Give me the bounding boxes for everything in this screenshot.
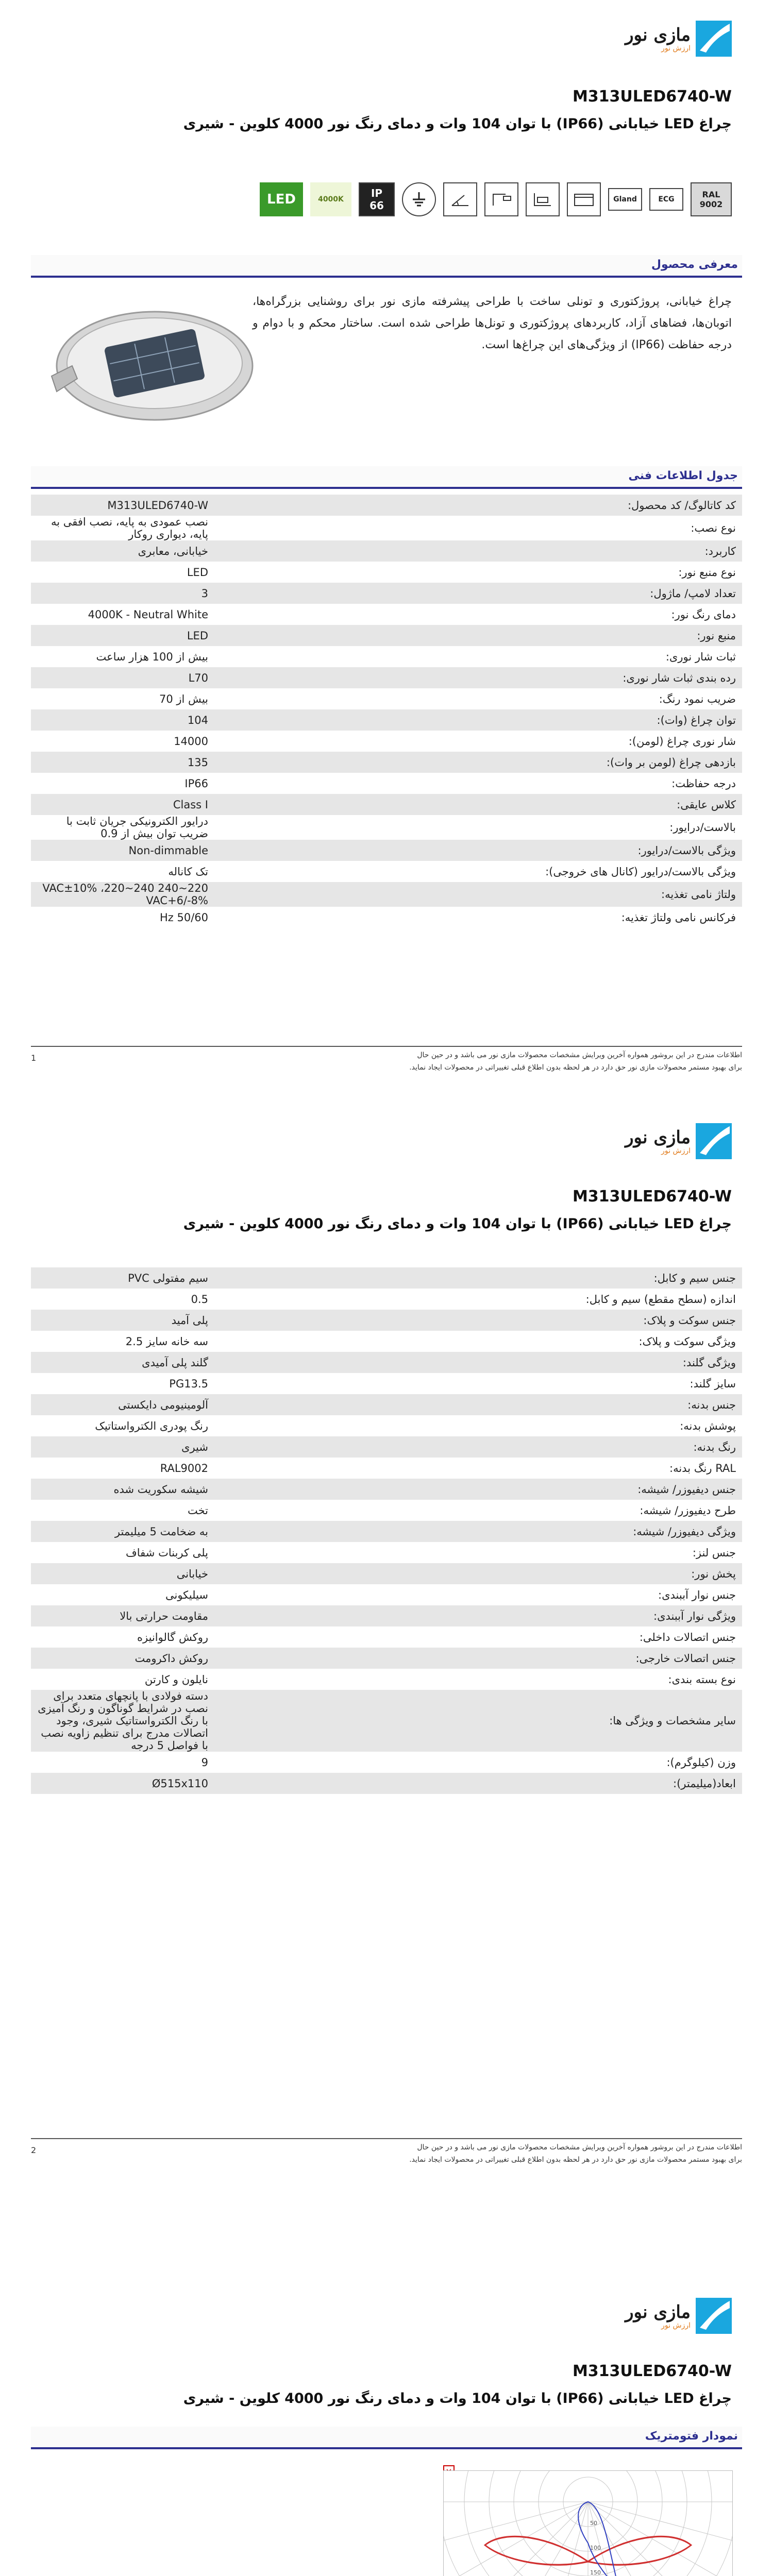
spec-row	[31, 794, 742, 815]
page-number: 2	[31, 2145, 37, 2155]
page-number: 1	[31, 1053, 37, 1063]
spec-value: IP66	[31, 773, 214, 794]
spec-label: جنس سوکت و پلاک:	[214, 1310, 742, 1331]
spec-row	[31, 907, 742, 928]
spec-value: 50/60 Hz	[31, 907, 214, 928]
spec-value: نایلون و کارتن	[31, 1669, 214, 1690]
spec-value: تخت	[31, 1500, 214, 1521]
spec-label: ثبات شار نوری:	[214, 646, 742, 667]
spec-row	[31, 540, 742, 562]
spec-value: 9	[31, 1752, 214, 1773]
spec-value: L70	[31, 667, 214, 688]
spec-label: کد کاتالوگ/ کد محصول:	[214, 495, 742, 516]
spec-label: ویژگی سوکت و پلاک:	[214, 1331, 742, 1352]
spec-label: ضریب نمود رنگ:	[214, 688, 742, 709]
spec-value: روکش گالوانیزه	[31, 1626, 214, 1648]
angle-adjust-icon	[443, 182, 477, 216]
ecg-badge: ECG	[649, 188, 683, 211]
brand-logo	[577, 1123, 732, 1159]
spec-value: LED	[31, 562, 214, 583]
brand-tagline: ارزش نور	[661, 2321, 691, 2330]
spec-label: جنس بدنه:	[214, 1394, 742, 1415]
spec-label: درجه حفاظت:	[214, 773, 742, 794]
spec-value: آلومینیومی دایکستی	[31, 1394, 214, 1415]
spec-value: مقاومت حرارتی بالا	[31, 1605, 214, 1626]
spec-value: پلی کربنات شفاف	[31, 1542, 214, 1563]
spec-row	[31, 882, 742, 907]
spec-row	[31, 1563, 742, 1584]
spec-value: RAL9002	[31, 1458, 214, 1479]
spec-label: کاربرد:	[214, 540, 742, 562]
ip66-badge: IP 66	[359, 182, 395, 216]
spec-label: کلاس عایقی:	[214, 794, 742, 815]
spec-value: Non-dimmable	[31, 840, 214, 861]
spec-row	[31, 495, 742, 516]
spec-row	[31, 1542, 742, 1563]
spec-label: وزن (کیلوگرم):	[214, 1752, 742, 1773]
spec-label: توان چراغ (وات):	[214, 709, 742, 731]
brand-name: مازی نور	[625, 2302, 691, 2323]
spec-value: رنگ پودری الکترواستاتیک	[31, 1415, 214, 1436]
spec-row	[31, 1267, 742, 1289]
spec-label: ویژگی نوار آببندی:	[214, 1605, 742, 1626]
spec-label: سایر مشخصات و ویژگی ها:	[214, 1690, 742, 1752]
brand-name: مازی نور	[625, 25, 691, 45]
spec-row	[31, 1415, 742, 1436]
spec-value: دسته فولادی با پانچهای متعدد برای نصب در شرایط گوناگون و رنگ آمیزی با رنگ الکترواستاتیک شیری، وجود اتصالات مدرج برای تنظیم زاویه نصب با فواصل 5 درجه	[31, 1690, 214, 1752]
spec-label: نوع نصب:	[214, 516, 742, 540]
spec-value: 220~240 VAC±10% ،220~240 VAC+6/-8%	[31, 882, 214, 907]
brand-tagline: ارزش نور	[661, 1147, 691, 1155]
spec-row	[31, 861, 742, 882]
spec-label: RAL رنگ بدنه:	[214, 1458, 742, 1479]
spec-row	[31, 1521, 742, 1542]
spec-value: نصب عمودی به پایه، نصب افقی به پایه، دیواری روکار	[31, 516, 214, 540]
spec-row	[31, 815, 742, 840]
spec-value: سه خانه سایز 2.5	[31, 1331, 214, 1352]
polar-ring-label: 100	[590, 2545, 601, 2551]
section-photometric-heading: نمودار فتومتریک	[31, 2427, 742, 2449]
spec-label: ویژگی دیفیوزر/ شیشه:	[214, 1521, 742, 1542]
spec-label: اندازه (سطح مقطع) سیم و کابل:	[214, 1289, 742, 1310]
product-model: M313ULED6740-W	[572, 1188, 732, 1206]
specs-table-page1	[31, 495, 742, 928]
spec-row	[31, 840, 742, 861]
spec-label: جنس اتصالات خارجی:	[214, 1648, 742, 1669]
spec-label: نوع منبع نور:	[214, 562, 742, 583]
logo-mark-icon	[696, 2298, 732, 2334]
product-title: چراغ LED خیابانی (IP66) با توان 104 وات و دمای رنگ نور 4000 کلوین - شیری	[183, 1216, 732, 1232]
spec-value: روکش داکرومت	[31, 1648, 214, 1669]
spec-value: 14000	[31, 731, 214, 752]
page-footer	[31, 2138, 742, 2170]
spec-row	[31, 667, 742, 688]
spec-value: سیلیکونی	[31, 1584, 214, 1605]
spec-value: M313ULED6740-W	[31, 495, 214, 516]
specs-table-page2	[31, 1267, 742, 1794]
spec-value: Ø515x110	[31, 1773, 214, 1794]
polar-ring-label: 50	[590, 2520, 597, 2527]
spec-value: شیری	[31, 1436, 214, 1458]
spec-value: 104	[31, 709, 214, 731]
spec-label: جنس لنز:	[214, 1542, 742, 1563]
footer-note-line2: برای بهبود مستمر محصولات مازی نور حق دارد در هر لحظه بدون اطلاع قبلی تغییراتی در محصولات ایجاد نماید.	[409, 1063, 742, 1072]
brand-tagline: ارزش نور	[661, 44, 691, 53]
spec-row	[31, 516, 742, 540]
spec-label: بالاست/درایور:	[214, 815, 742, 840]
spec-value: LED	[31, 625, 214, 646]
spec-value: گلند پلی آمیدی	[31, 1352, 214, 1373]
spec-row	[31, 1648, 742, 1669]
page-2	[0, 1113, 773, 2221]
spec-label: ویژگی بالاست/درایور:	[214, 840, 742, 861]
spec-label: پخش نور:	[214, 1563, 742, 1584]
spec-row	[31, 1752, 742, 1773]
spec-row	[31, 709, 742, 731]
brand-name: مازی نور	[625, 1127, 691, 1148]
spec-row	[31, 688, 742, 709]
spec-label: فرکانس نامی ولتاژ تغذیه:	[214, 907, 742, 928]
spec-label: دمای رنگ نور:	[214, 604, 742, 625]
spec-label: سایز گلند:	[214, 1373, 742, 1394]
intro-paragraph: چراغ خیابانی، پروژکتوری و تونلی ساخت با طراحی پیشرفته مازی نور برای روشنایی بزرگراه‌ها، اتوبان‌ها، فضاهای آزاد، کاربردهای پروژکتوری و تونل‌ها طراحی شده است. ساختار محکم و با دوام و درجه حفاظت (IP66) از ویژگی‌های این چراغ‌ها است.	[253, 295, 732, 351]
spec-value: Class I	[31, 794, 214, 815]
surface-mount-icon	[567, 182, 601, 216]
spec-row	[31, 1394, 742, 1415]
gland-badge: Gland	[608, 188, 642, 211]
spec-row	[31, 1584, 742, 1605]
footer-note-line1: اطلاعات مندرج در این بروشور همواره آخرین ویرایش مشخصات محصولات مازی نور می باشد و در حین حال	[417, 2143, 742, 2151]
section-intro-heading: معرفی محصول	[31, 255, 742, 278]
spec-label: جنس سیم و کابل:	[214, 1267, 742, 1289]
spec-row	[31, 1479, 742, 1500]
spec-value: شیشه سکوریت شده	[31, 1479, 214, 1500]
spec-label: ویژگی بالاست/درایور (کانال های خروجی):	[214, 861, 742, 882]
spec-label: منبع نور:	[214, 625, 742, 646]
page-footer	[31, 1046, 742, 1078]
feature-badges	[260, 178, 732, 221]
logo-mark-icon	[696, 21, 732, 57]
spec-label: نوع بسته بندی:	[214, 1669, 742, 1690]
spec-row	[31, 1500, 742, 1521]
footer-note-line1: اطلاعات مندرج در این بروشور همواره آخرین ویرایش مشخصات محصولات مازی نور می باشد و در حین حال	[417, 1051, 742, 1059]
spec-label: پوشش بدنه:	[214, 1415, 742, 1436]
cct-badge: 4000K	[310, 182, 351, 216]
close-icon[interactable]: ×	[443, 2465, 455, 2477]
logo-mark-icon	[696, 1123, 732, 1159]
product-model: M313ULED6740-W	[572, 2362, 732, 2380]
spec-row	[31, 604, 742, 625]
ral-badge: RAL 9002	[691, 182, 732, 216]
wall-mount-icon	[526, 182, 560, 216]
spec-row	[31, 1352, 742, 1373]
spec-value: به ضخامت 5 میلیمتر	[31, 1521, 214, 1542]
spec-label: رنگ بدنه:	[214, 1436, 742, 1458]
spec-row	[31, 1331, 742, 1352]
section-specs-heading: جدول اطلاعات فنی	[31, 466, 742, 489]
spec-value: پلی آمید	[31, 1310, 214, 1331]
product-image	[36, 289, 263, 443]
brand-logo	[577, 2298, 732, 2334]
spec-row	[31, 1310, 742, 1331]
spec-value: تک کاناله	[31, 861, 214, 882]
spec-label: بازدهی چراغ (لومن بر وات):	[214, 752, 742, 773]
spec-value: خیابانی، معابری	[31, 540, 214, 562]
spec-row	[31, 1289, 742, 1310]
spec-row	[31, 1436, 742, 1458]
spec-row	[31, 773, 742, 794]
spec-row	[31, 646, 742, 667]
class-i-earth-icon	[402, 182, 436, 216]
spec-value: 3	[31, 583, 214, 604]
spec-label: ویژگی گلند:	[214, 1352, 742, 1373]
spec-row	[31, 625, 742, 646]
spec-value: سیم مفتولی PVC	[31, 1267, 214, 1289]
page-1	[0, 0, 773, 1092]
page-3	[0, 2236, 773, 2576]
spec-value: خیابانی	[31, 1563, 214, 1584]
footer-note-line2: برای بهبود مستمر محصولات مازی نور حق دارد در هر لحظه بدون اطلاع قبلی تغییراتی در محصولات ایجاد نماید.	[409, 2156, 742, 2164]
spec-value: درایور الکترونیکی جریان ثابت با ضریب توان بیش از 0.9	[31, 815, 214, 840]
spec-row	[31, 1605, 742, 1626]
spec-row	[31, 731, 742, 752]
spec-label: جنس نوار آببندی:	[214, 1584, 742, 1605]
spec-label: جنس اتصالات داخلی:	[214, 1626, 742, 1648]
spec-row	[31, 1373, 742, 1394]
spec-row	[31, 1773, 742, 1794]
spec-row	[31, 1669, 742, 1690]
photometric-diagram	[443, 2470, 733, 2576]
spec-value: بیش از 100 هزار ساعت	[31, 646, 214, 667]
spec-row	[31, 1626, 742, 1648]
spec-value: 4000K - Neutral White	[31, 604, 214, 625]
spec-label: طرح دیفیوزر/ شیشه:	[214, 1500, 742, 1521]
spec-label: شار نوری چراغ (لومن):	[214, 731, 742, 752]
product-title: چراغ LED خیابانی (IP66) با توان 104 وات و دمای رنگ نور 4000 کلوین - شیری	[183, 2391, 732, 2406]
spec-row	[31, 562, 742, 583]
spec-label: رده بندی ثبات شار نوری:	[214, 667, 742, 688]
spec-label: ولتاژ نامی تغذیه:	[214, 882, 742, 907]
spec-value: PG13.5	[31, 1373, 214, 1394]
spec-value: بیش از 70	[31, 688, 214, 709]
spec-label: تعداد لامپ/ ماژول:	[214, 583, 742, 604]
spec-row	[31, 1690, 742, 1752]
brand-logo	[577, 21, 732, 57]
spec-label: جنس دیفیوزر/ شیشه:	[214, 1479, 742, 1500]
led-badge: LED	[260, 182, 303, 216]
product-title: چراغ LED خیابانی (IP66) با توان 104 وات و دمای رنگ نور 4000 کلوین - شیری	[183, 116, 732, 132]
spec-row	[31, 583, 742, 604]
spec-value: 0.5	[31, 1289, 214, 1310]
product-model: M313ULED6740-W	[572, 88, 732, 106]
spec-value: 135	[31, 752, 214, 773]
spec-row	[31, 1458, 742, 1479]
pole-mount-icon	[484, 182, 518, 216]
spec-label: ابعاد(میلیمتر):	[214, 1773, 742, 1794]
spec-row	[31, 752, 742, 773]
polar-ring-label: 150	[590, 2569, 601, 2576]
